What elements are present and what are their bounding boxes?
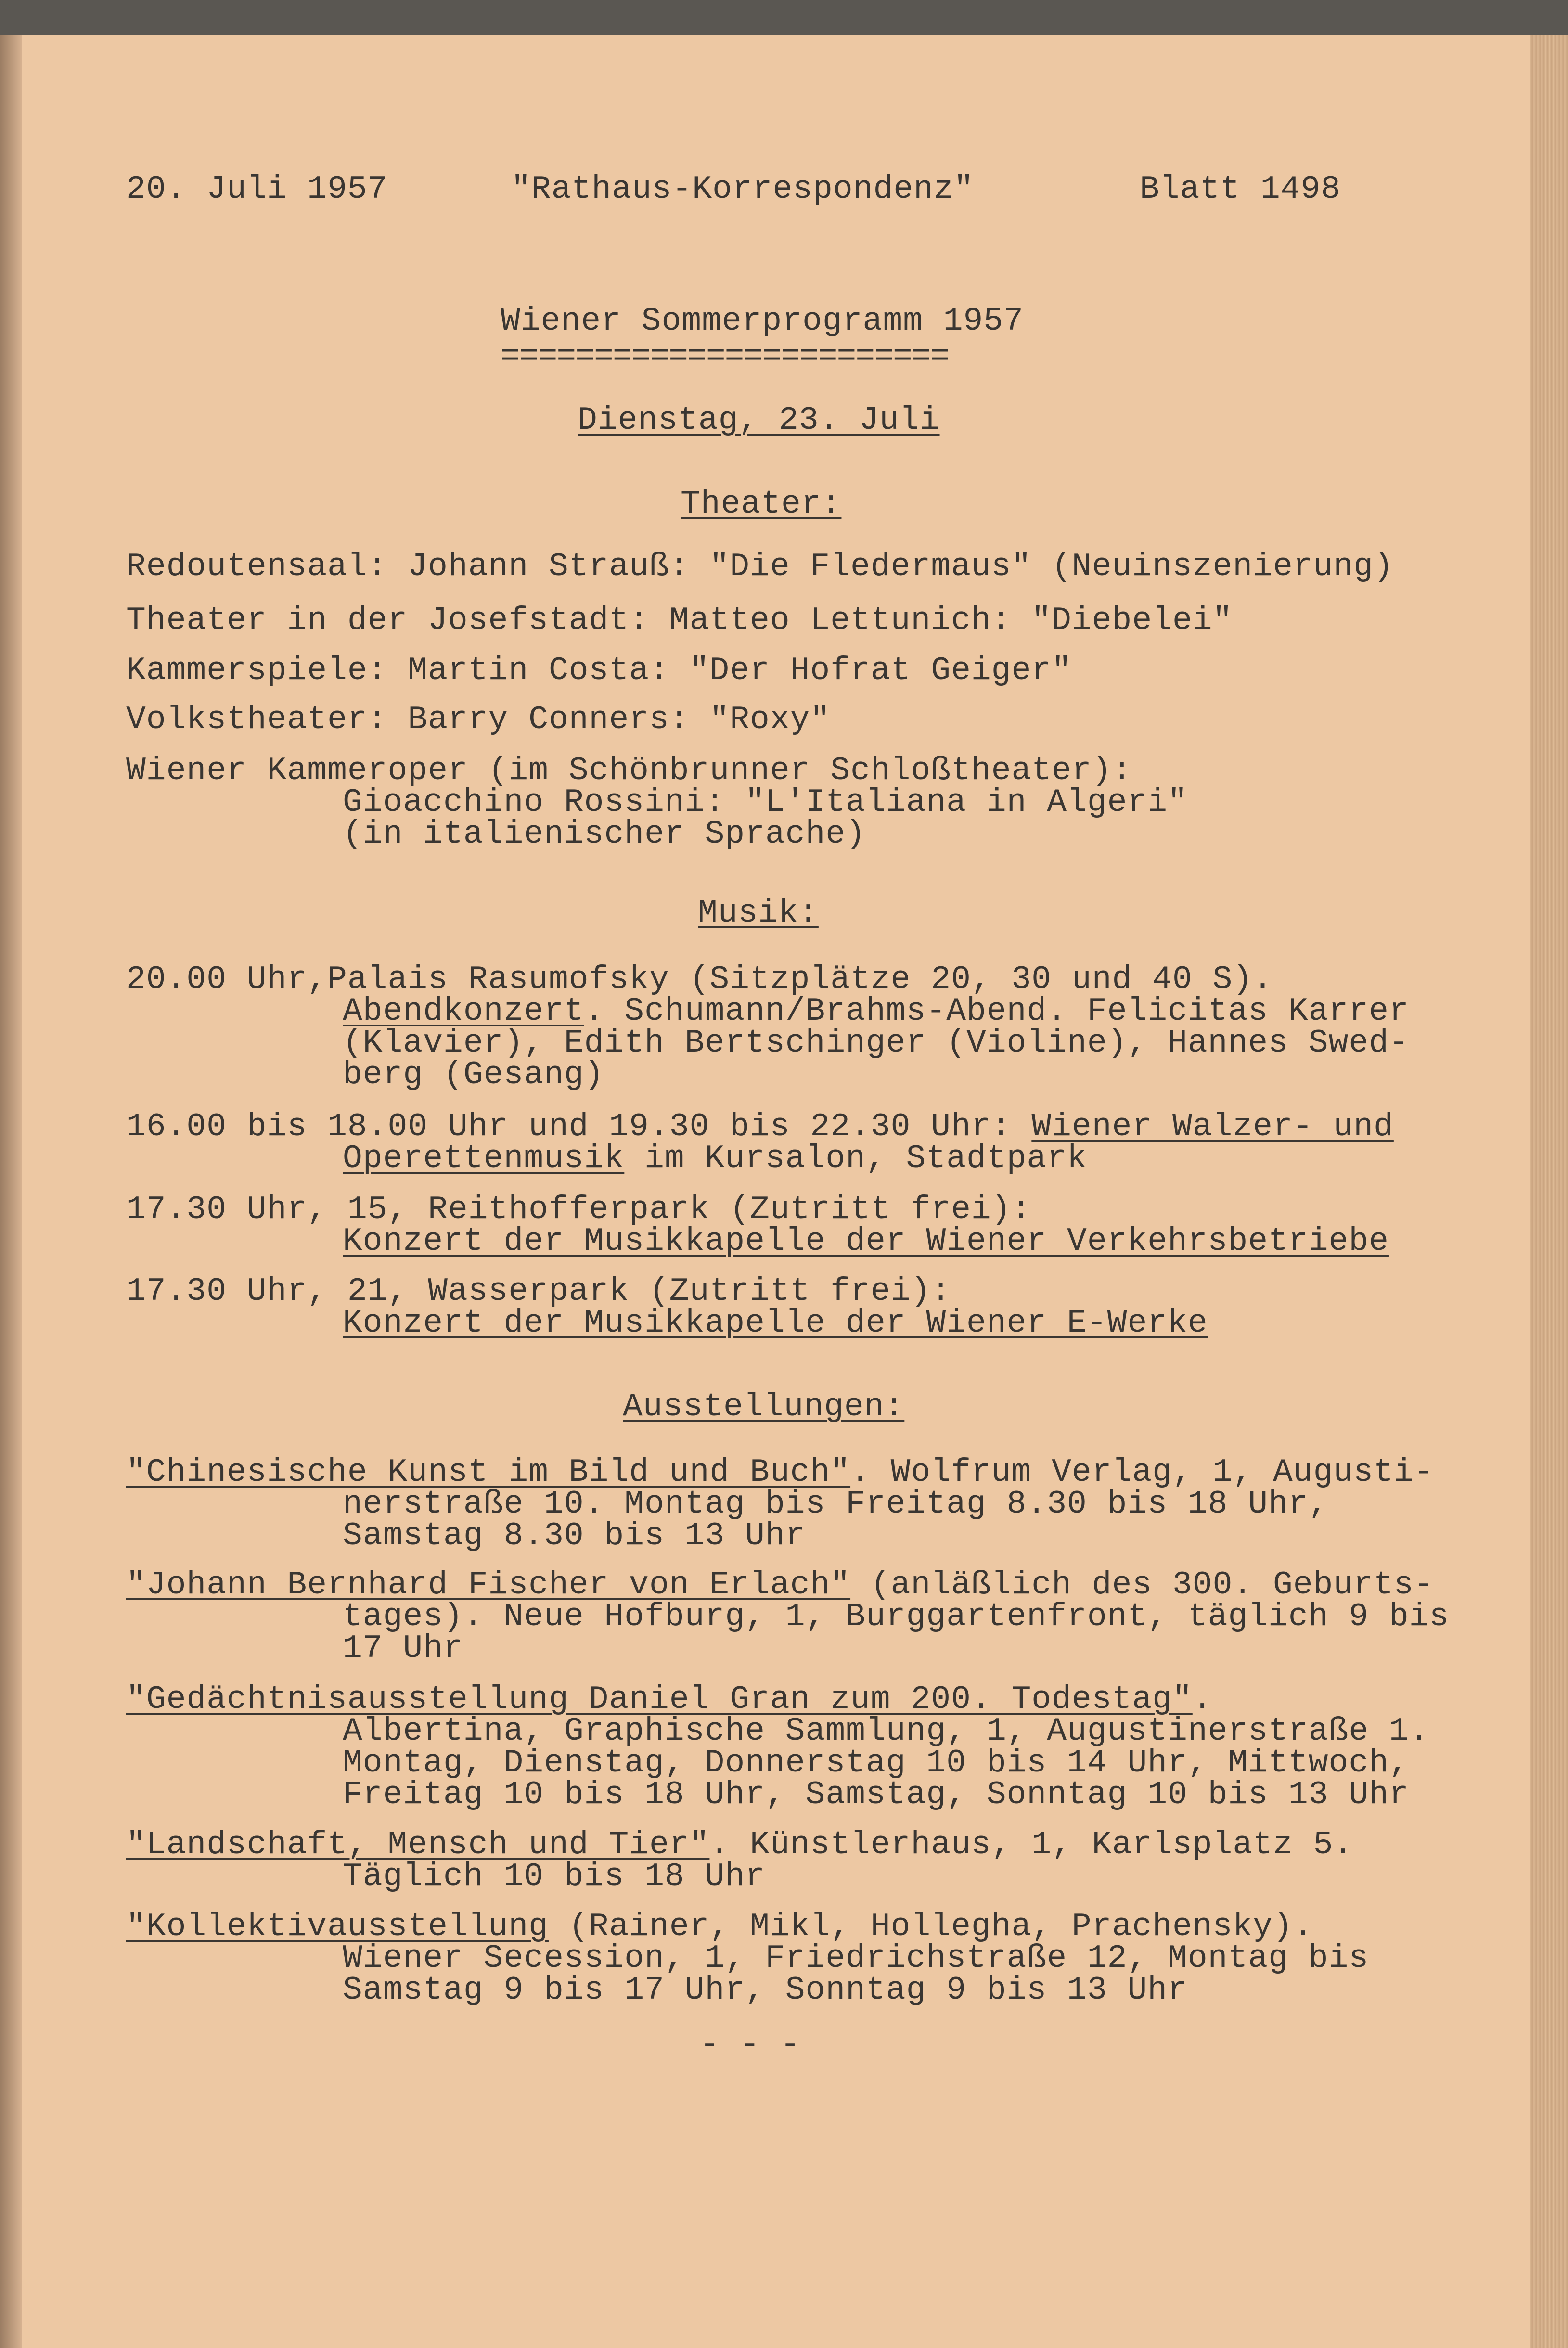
- musik-heading: Musik:: [698, 895, 819, 932]
- exhibition-line: nerstraße 10. Montag bis Freitag 8.30 bis 18 Uhr,: [343, 1486, 1329, 1523]
- exhibition-line: "Kollektivausstellung (Rainer, Mikl, Hollegha, Prachensky).: [126, 1908, 1313, 1945]
- musik-entry-line: 20.00 Uhr,Palais Rasumofsky (Sitzplätze 20, 30 und 40 S).: [126, 961, 1273, 998]
- theater-line: Wiener Kammeroper (im Schönbrunner Schloßtheater):: [126, 752, 1132, 789]
- theater-line: Volkstheater: Barry Conners: "Roxy": [126, 701, 831, 738]
- exhibition-line: Wiener Secession, 1, Friedrichstraße 12, Montag bis: [343, 1940, 1369, 1977]
- exhibition-line: Täglich 10 bis 18 Uhr: [343, 1858, 765, 1895]
- page-edges: [1530, 35, 1568, 2348]
- exhibition-line: "Chinesische Kunst im Bild und Buch". Wolfrum Verlag, 1, Augusti-: [126, 1454, 1434, 1491]
- musik-entry-line: Abendkonzert. Schumann/Brahms-Abend. Felicitas Karrer: [343, 993, 1409, 1030]
- end-mark: - - -: [700, 2027, 801, 2064]
- exhibition-line: Montag, Dienstag, Donnerstag 10 bis 14 Uhr, Mittwoch,: [343, 1745, 1409, 1782]
- theater-line: Redoutensaal: Johann Strauß: "Die Fledermaus" (Neuinszenierung): [126, 548, 1394, 585]
- header-sheet: Blatt 1498: [1140, 171, 1341, 208]
- musik-entry-line: Operettenmusik im Kursalon, Stadtpark: [343, 1140, 1087, 1177]
- binding-spine: [0, 35, 22, 2348]
- exhibition-line: 17 Uhr: [343, 1630, 463, 1667]
- theater-heading: Theater:: [681, 486, 842, 523]
- musik-entry-line: 17.30 Uhr, 21, Wasserpark (Zutritt frei):: [126, 1273, 951, 1310]
- exhibition-line: "Gedächtnisausstellung Daniel Gran zum 200. Todestag".: [126, 1681, 1213, 1718]
- ausstellungen-heading: Ausstellungen:: [623, 1388, 905, 1425]
- musik-entry-line: Konzert der Musikkapelle der Wiener Verkehrsbetriebe: [343, 1223, 1389, 1260]
- exhibition-line: "Landschaft, Mensch und Tier". Künstlerhaus, 1, Karlsplatz 5.: [126, 1826, 1354, 1863]
- theater-line: Theater in der Josefstadt: Matteo Lettunich: "Diebelei": [126, 602, 1233, 639]
- exhibition-line: Samstag 9 bis 17 Uhr, Sonntag 9 bis 13 Uhr: [343, 1972, 1188, 2009]
- exhibition-line: "Johann Bernhard Fischer von Erlach" (anläßlich des 300. Geburts-: [126, 1566, 1434, 1604]
- day-heading: Dienstag, 23. Juli: [578, 402, 940, 439]
- musik-entry-line: Konzert der Musikkapelle der Wiener E-Werke: [343, 1305, 1208, 1342]
- exhibition-line: tages). Neue Hofburg, 1, Burggartenfront, täglich 9 bis: [343, 1598, 1450, 1635]
- theater-line: Kammerspiele: Martin Costa: "Der Hofrat Geiger": [126, 652, 1072, 689]
- exhibition-line: Freitag 10 bis 18 Uhr, Samstag, Sonntag 10 bis 13 Uhr: [343, 1776, 1409, 1813]
- musik-entry-line: berg (Gesang): [343, 1056, 604, 1093]
- header-publication: "Rathaus-Korrespondenz": [511, 171, 974, 208]
- exhibition-line: Samstag 8.30 bis 13 Uhr: [343, 1517, 806, 1554]
- musik-entry-line: (Klavier), Edith Bertschinger (Violine), Hannes Swed-: [343, 1025, 1409, 1062]
- exhibition-line: Albertina, Graphische Sammlung, 1, Augustinerstraße 1.: [343, 1713, 1429, 1750]
- title-rule: ========================: [501, 338, 949, 375]
- theater-line: (in italienischer Sprache): [343, 816, 866, 853]
- musik-entry-line: 16.00 bis 18.00 Uhr und 19.30 bis 22.30 Uhr: Wiener Walzer- und: [126, 1108, 1394, 1145]
- theater-line: Gioacchino Rossini: "L'Italiana in Algeri": [343, 784, 1188, 821]
- musik-entry-line: 17.30 Uhr, 15, Reithofferpark (Zutritt frei):: [126, 1191, 1032, 1228]
- page-title: Wiener Sommerprogramm 1957: [501, 303, 1024, 340]
- header-date: 20. Juli 1957: [126, 171, 388, 208]
